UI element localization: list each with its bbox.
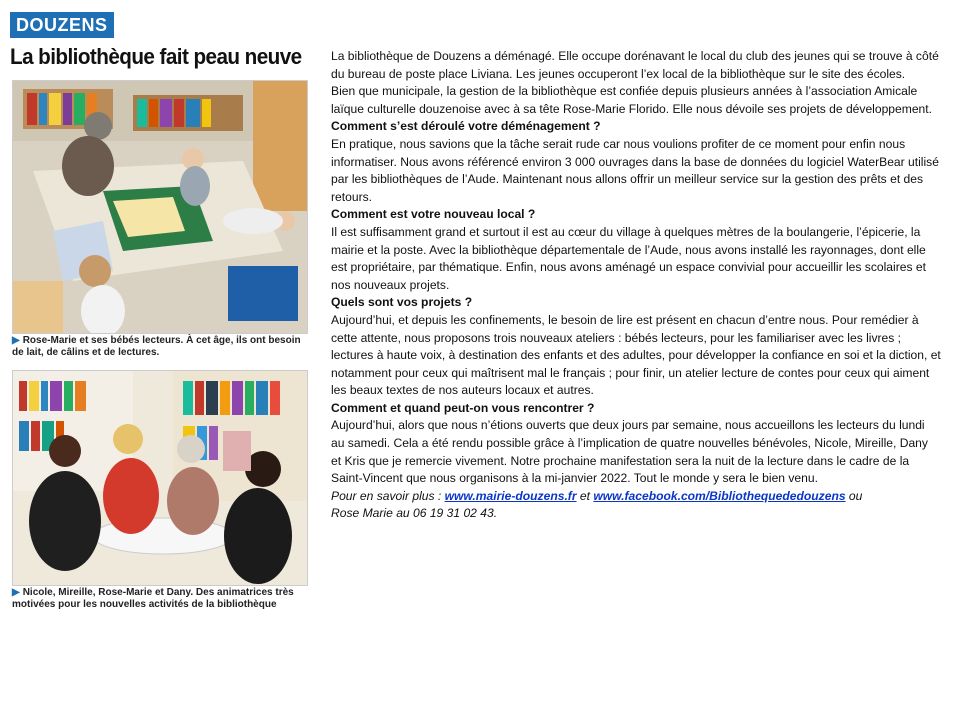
- photo-volunteers: [12, 370, 308, 586]
- intro-paragraph-2: Bien que municipale, la gestion de la bibliothèque est confiée depuis plusieurs années à l’association Amicale laïque culturelle douzenoise avec à sa tête Rose-Marie Florido. Elle nous dévoile ses projets de développement.: [331, 84, 933, 116]
- answer-4: Aujourd’hui, alors que nous n’étions ouverts que deux jours par semaine, nous accueillons les lecteurs du lundi au samedi. Cela a été rendu possible grâce à l’implication de quatre nouvelles bénévoles, Nicole, Mireille, Dany et Kris que je remercie vivement. Notre prochaine manifestation sera la nuit de la lecture dans le cadre de la Saint-Vincent que nous organisons à la mi-janvier 2022. Tout le monde y sera le bien venu.: [331, 418, 928, 486]
- question-4: Comment et quand peut-on vous rencontrer ?: [331, 400, 595, 415]
- answer-2: Il est suffisamment grand et surtout il est au cœur du village à quelques mètres de la boulangerie, l’épicerie, la mairie et la poste. Avec la bibliothèque départementale de l’Aude, nous avons installé les rayonnages, dont elle est propriétaire, par thématique. Enfin, nous avons aménagé un espace convivial pour accueillir les scolaires et nos nouveaux projets.: [331, 224, 926, 292]
- more-info-after: ou: [845, 488, 863, 503]
- question-3: Quels sont vos projets ?: [331, 295, 473, 310]
- clipping-headline: La bibliothèque fait peau neuve: [10, 44, 302, 69]
- facebook-link[interactable]: www.facebook.com/Bibliothequededouzens: [593, 488, 846, 503]
- section-tag: DOUZENS: [10, 12, 114, 38]
- newspaper-clipping: [8, 10, 304, 610]
- article-text: [331, 48, 941, 523]
- photo2-caption: ▶ Nicole, Mireille, Rose-Marie et Dany. Des animatrices très motivées pour les nouvelles activités de la bibliothèque: [12, 587, 294, 610]
- more-info-end: .: [493, 506, 498, 521]
- question-1: Comment s’est déroulé votre déménagement ?: [331, 119, 601, 134]
- more-info-between: et: [576, 488, 594, 503]
- photo-babies-reading: [12, 80, 308, 334]
- question-2: Comment est votre nouveau local ?: [331, 207, 536, 222]
- answer-1: En pratique, nous savions que la tâche serait rude car nous voulions profiter de ce moment pour enfin nous informatiser. Nous avons référencé environ 3 000 ouvrages dans la base de données du logiciel WaterBear utilisé par les bibliothèques de l’Aude. Maintenant nous allons offrir un meilleur service sur la gestion des prêts et des retours.: [331, 136, 939, 204]
- more-info: [331, 488, 941, 523]
- mairie-link[interactable]: www.mairie-douzens.fr: [444, 488, 577, 503]
- photo1-caption: ▶ Rose-Marie et ses bébés lecteurs. À cet âge, ils ont besoin de lait, de câlins et de lectures.: [12, 335, 301, 358]
- intro-paragraph-1: La bibliothèque de Douzens a déménagé. Elle occupe dorénavant le local du club des jeunes qui se trouve à côté du bureau de poste place Liviana. Les jeunes occuperont l’ex local de la bibliothèque sur le site des écoles.: [331, 49, 939, 81]
- contact-info: Rose Marie au 06 19 31 02 43: [331, 506, 494, 521]
- answer-3: Aujourd’hui, et depuis les confinements, le besoin de lire est présent en chacun d’entre nous. Pour remédier à cette attente, nous proposons trois nouveaux ateliers : bébés lecteurs, pour les familiariser avec les livres ; lectures à haute voix, à destination des enfants et des adultes, pour développer la confiance en soi et la diction, et notamment pour ceux qui maîtrisent mal le français ; pour finir, un atelier lecture de contes pour ceux qui aiment les beaux textes de nos auteurs locaux et autres.: [331, 312, 941, 398]
- more-info-prefix: Pour en savoir plus :: [331, 488, 445, 503]
